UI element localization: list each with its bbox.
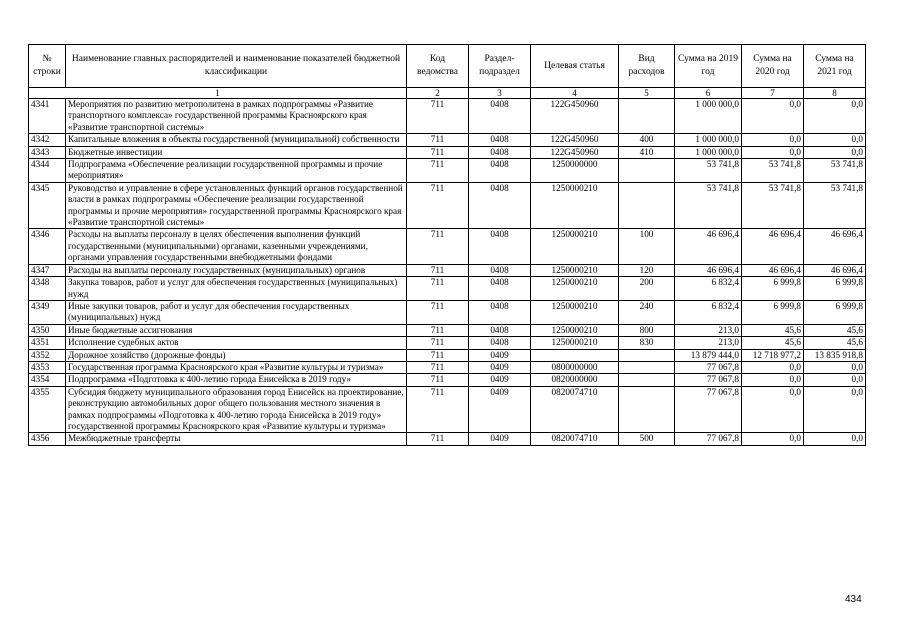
row-name: Дорожное хозяйство (дорожные фонды): [66, 349, 407, 361]
row-target-article: 0820074710: [531, 433, 619, 445]
row-name: Подпрограмма «Подготовка к 400-летию города Енисейска в 2019 году»: [66, 374, 407, 386]
header-section: Раздел- подраздел: [469, 45, 531, 88]
row-sum-2019: 77 067,8: [675, 374, 742, 386]
row-number: 4351: [29, 337, 66, 349]
row-sum-2019: 213,0: [675, 324, 742, 336]
row-sum-2020: 0,0: [742, 361, 804, 373]
row-sum-2019: 13 879 444,0: [675, 349, 742, 361]
row-sum-2020: 45,6: [742, 337, 804, 349]
row-sum-2020: 46 696,4: [742, 229, 804, 264]
row-sum-2021: 0,0: [804, 146, 866, 158]
row-sum-2021: 0,0: [804, 374, 866, 386]
table-row: [29, 134, 866, 146]
row-number: 4344: [29, 159, 66, 183]
table-row: [29, 182, 866, 229]
row-section: 0409: [469, 349, 531, 361]
row-sum-2019: 46 696,4: [675, 229, 742, 264]
row-dept-code: 711: [407, 300, 469, 324]
header-target-article: Целевая статья: [531, 45, 619, 88]
row-sum-2021: 46 696,4: [804, 229, 866, 264]
row-target-article: 0820074710: [531, 386, 619, 433]
row-target-article: 1250000210: [531, 264, 619, 276]
row-dept-code: 711: [407, 324, 469, 336]
row-target-article: 1250000210: [531, 182, 619, 229]
row-sum-2021: 0,0: [804, 433, 866, 445]
table-row: [29, 277, 866, 301]
document-page: [28, 44, 866, 446]
row-sum-2019: 1 000 000,0: [675, 134, 742, 146]
row-section: 0408: [469, 99, 531, 134]
table-row: [29, 229, 866, 264]
row-sum-2021: 46 696,4: [804, 264, 866, 276]
row-sum-2021: 0,0: [804, 361, 866, 373]
row-number: 4346: [29, 229, 66, 264]
row-number: 4341: [29, 99, 66, 134]
column-number-row: [29, 88, 866, 99]
row-dept-code: 711: [407, 229, 469, 264]
row-name: Субсидия бюджету муниципального образования город Енисейск на проектирование, реконструкцию автомобильных дорог общего пользования местного значения в рамках подпрограммы «Подготовка к 400-летию города Енисейска в 2019 году» государственной программы Красноярского края «Развитие культуры и туризма»: [66, 386, 407, 433]
row-sum-2020: 0,0: [742, 433, 804, 445]
table-row: [29, 300, 866, 324]
row-sum-2020: 6 999,8: [742, 300, 804, 324]
row-number: 4345: [29, 182, 66, 229]
row-sum-2019: 46 696,4: [675, 264, 742, 276]
row-section: 0408: [469, 229, 531, 264]
row-number: 4348: [29, 277, 66, 301]
row-expense-type: [619, 349, 675, 361]
row-target-article: 0820000000: [531, 374, 619, 386]
row-expense-type: 100: [619, 229, 675, 264]
header-sum-2019: Сумма на 2019 год: [675, 45, 742, 88]
header-name: Наименование главных распорядителей и наименование показателей бюджетной классификации: [66, 45, 407, 88]
page-number: 434: [845, 594, 862, 605]
row-sum-2019: 6 832,4: [675, 277, 742, 301]
row-expense-type: [619, 159, 675, 183]
row-number: 4350: [29, 324, 66, 336]
row-sum-2019: 213,0: [675, 337, 742, 349]
row-expense-type: [619, 182, 675, 229]
row-section: 0409: [469, 374, 531, 386]
row-sum-2021: 6 999,8: [804, 277, 866, 301]
row-sum-2019: 77 067,8: [675, 433, 742, 445]
row-section: 0409: [469, 386, 531, 433]
row-target-article: 122G450960: [531, 99, 619, 134]
budget-table: [28, 44, 866, 446]
row-section: 0408: [469, 182, 531, 229]
row-name: Расходы на выплаты персоналу в целях обеспечения выполнения функций государственными (муниципальными) органами, казенными учреждениями, органами управления государственными внебюджетными фондами: [66, 229, 407, 264]
row-dept-code: 711: [407, 159, 469, 183]
row-target-article: 1250000210: [531, 229, 619, 264]
row-dept-code: 711: [407, 134, 469, 146]
row-target-article: 1250000210: [531, 337, 619, 349]
row-expense-type: [619, 361, 675, 373]
row-name: Иные закупки товаров, работ и услуг для обеспечения государственных (муниципальных) нужд: [66, 300, 407, 324]
row-dept-code: 711: [407, 337, 469, 349]
row-sum-2019: 1 000 000,0: [675, 99, 742, 134]
column-number: 6: [675, 88, 742, 99]
row-target-article: 1250000210: [531, 300, 619, 324]
row-sum-2021: 0,0: [804, 99, 866, 134]
row-expense-type: 830: [619, 337, 675, 349]
row-number: 4349: [29, 300, 66, 324]
row-expense-type: 400: [619, 134, 675, 146]
table-row: [29, 374, 866, 386]
row-number: 4356: [29, 433, 66, 445]
row-name: Исполнение судебных актов: [66, 337, 407, 349]
row-sum-2021: 45,6: [804, 324, 866, 336]
row-sum-2021: 53 741,8: [804, 159, 866, 183]
row-expense-type: 120: [619, 264, 675, 276]
row-sum-2020: 0,0: [742, 374, 804, 386]
row-sum-2020: 0,0: [742, 386, 804, 433]
column-number: 1: [29, 88, 407, 99]
row-expense-type: 500: [619, 433, 675, 445]
header-sum-2021: Сумма на 2021 год: [804, 45, 866, 88]
row-expense-type: 200: [619, 277, 675, 301]
table-row: [29, 99, 866, 134]
table-row: [29, 337, 866, 349]
row-sum-2021: 53 741,8: [804, 182, 866, 229]
row-sum-2020: 53 741,8: [742, 182, 804, 229]
row-expense-type: 410: [619, 146, 675, 158]
table-row: [29, 386, 866, 433]
row-sum-2021: 13 835 918,8: [804, 349, 866, 361]
row-dept-code: 711: [407, 277, 469, 301]
row-dept-code: 711: [407, 361, 469, 373]
table-row: [29, 324, 866, 336]
row-number: 4342: [29, 134, 66, 146]
row-sum-2020: 0,0: [742, 134, 804, 146]
row-name: Мероприятия по развитию метрополитена в рамках подпрограммы «Развитие транспортного комплекса» государственной программы Красноярского края «Развитие транспортной системы»: [66, 99, 407, 134]
row-section: 0408: [469, 264, 531, 276]
row-section: 0408: [469, 337, 531, 349]
row-sum-2021: 0,0: [804, 386, 866, 433]
row-number: 4353: [29, 361, 66, 373]
row-name: Подпрограмма «Обеспечение реализации государственной программы и прочие мероприятия»: [66, 159, 407, 183]
row-target-article: 1250000210: [531, 324, 619, 336]
row-sum-2020: 6 999,8: [742, 277, 804, 301]
row-section: 0408: [469, 324, 531, 336]
header-row-number: № строки: [29, 45, 66, 88]
row-target-article: 122G450960: [531, 146, 619, 158]
row-dept-code: 711: [407, 99, 469, 134]
column-number: 7: [742, 88, 804, 99]
table-row: [29, 146, 866, 158]
row-section: 0408: [469, 159, 531, 183]
row-target-article: 122G450960: [531, 134, 619, 146]
row-sum-2019: 6 832,4: [675, 300, 742, 324]
row-name: Руководство и управление в сфере установленных функций органов государственной власти в рамках подпрограммы «Обеспечение реализации государственной программы и прочие мероприятия» государственной программы Красноярского края «Развитие транспортной системы»: [66, 182, 407, 229]
table-header-row: [29, 45, 866, 88]
column-number: 4: [531, 88, 619, 99]
row-sum-2021: 0,0: [804, 134, 866, 146]
row-expense-type: [619, 386, 675, 433]
row-target-article: [531, 349, 619, 361]
column-number: 8: [804, 88, 866, 99]
column-number: 3: [469, 88, 531, 99]
column-number: 5: [619, 88, 675, 99]
row-section: 0409: [469, 433, 531, 445]
row-name: Иные бюджетные ассигнования: [66, 324, 407, 336]
row-target-article: 1250000210: [531, 277, 619, 301]
row-dept-code: 711: [407, 386, 469, 433]
row-dept-code: 711: [407, 146, 469, 158]
row-sum-2020: 53 741,8: [742, 159, 804, 183]
row-sum-2021: 45,6: [804, 337, 866, 349]
row-section: 0408: [469, 277, 531, 301]
row-number: 4354: [29, 374, 66, 386]
column-number: 2: [407, 88, 469, 99]
table-row: [29, 361, 866, 373]
row-name: Капитальные вложения в объекты государственной (муниципальной) собственности: [66, 134, 407, 146]
header-expense-type: Вид расходов: [619, 45, 675, 88]
row-sum-2020: 0,0: [742, 99, 804, 134]
table-row: [29, 433, 866, 445]
row-sum-2019: 77 067,8: [675, 361, 742, 373]
row-section: 0408: [469, 146, 531, 158]
row-name: Расходы на выплаты персоналу государственных (муниципальных) органов: [66, 264, 407, 276]
row-expense-type: 800: [619, 324, 675, 336]
header-sum-2020: Сумма на 2020 год: [742, 45, 804, 88]
row-number: 4343: [29, 146, 66, 158]
row-sum-2020: 45,6: [742, 324, 804, 336]
header-dept-code: Код ведомства: [407, 45, 469, 88]
row-target-article: 1250000000: [531, 159, 619, 183]
row-name: Закупка товаров, работ и услуг для обеспечения государственных (муниципальных) нужд: [66, 277, 407, 301]
row-sum-2021: 6 999,8: [804, 300, 866, 324]
row-section: 0408: [469, 300, 531, 324]
row-dept-code: 711: [407, 182, 469, 229]
row-expense-type: [619, 99, 675, 134]
row-name: Межбюджетные трансферты: [66, 433, 407, 445]
row-number: 4352: [29, 349, 66, 361]
row-sum-2019: 53 741,8: [675, 182, 742, 229]
table-row: [29, 264, 866, 276]
table-row: [29, 349, 866, 361]
row-name: Бюджетные инвестиции: [66, 146, 407, 158]
row-number: 4355: [29, 386, 66, 433]
row-sum-2020: 46 696,4: [742, 264, 804, 276]
row-expense-type: 240: [619, 300, 675, 324]
row-sum-2020: 12 718 977,2: [742, 349, 804, 361]
row-section: 0408: [469, 134, 531, 146]
row-number: 4347: [29, 264, 66, 276]
row-target-article: 0800000000: [531, 361, 619, 373]
row-sum-2019: 53 741,8: [675, 159, 742, 183]
row-sum-2020: 0,0: [742, 146, 804, 158]
row-dept-code: 711: [407, 349, 469, 361]
row-dept-code: 711: [407, 264, 469, 276]
row-dept-code: 711: [407, 433, 469, 445]
row-expense-type: [619, 374, 675, 386]
row-name: Государственная программа Красноярского края «Развитие культуры и туризма»: [66, 361, 407, 373]
table-row: [29, 159, 866, 183]
row-sum-2019: 1 000 000,0: [675, 146, 742, 158]
row-dept-code: 711: [407, 374, 469, 386]
row-section: 0409: [469, 361, 531, 373]
row-sum-2019: 77 067,8: [675, 386, 742, 433]
